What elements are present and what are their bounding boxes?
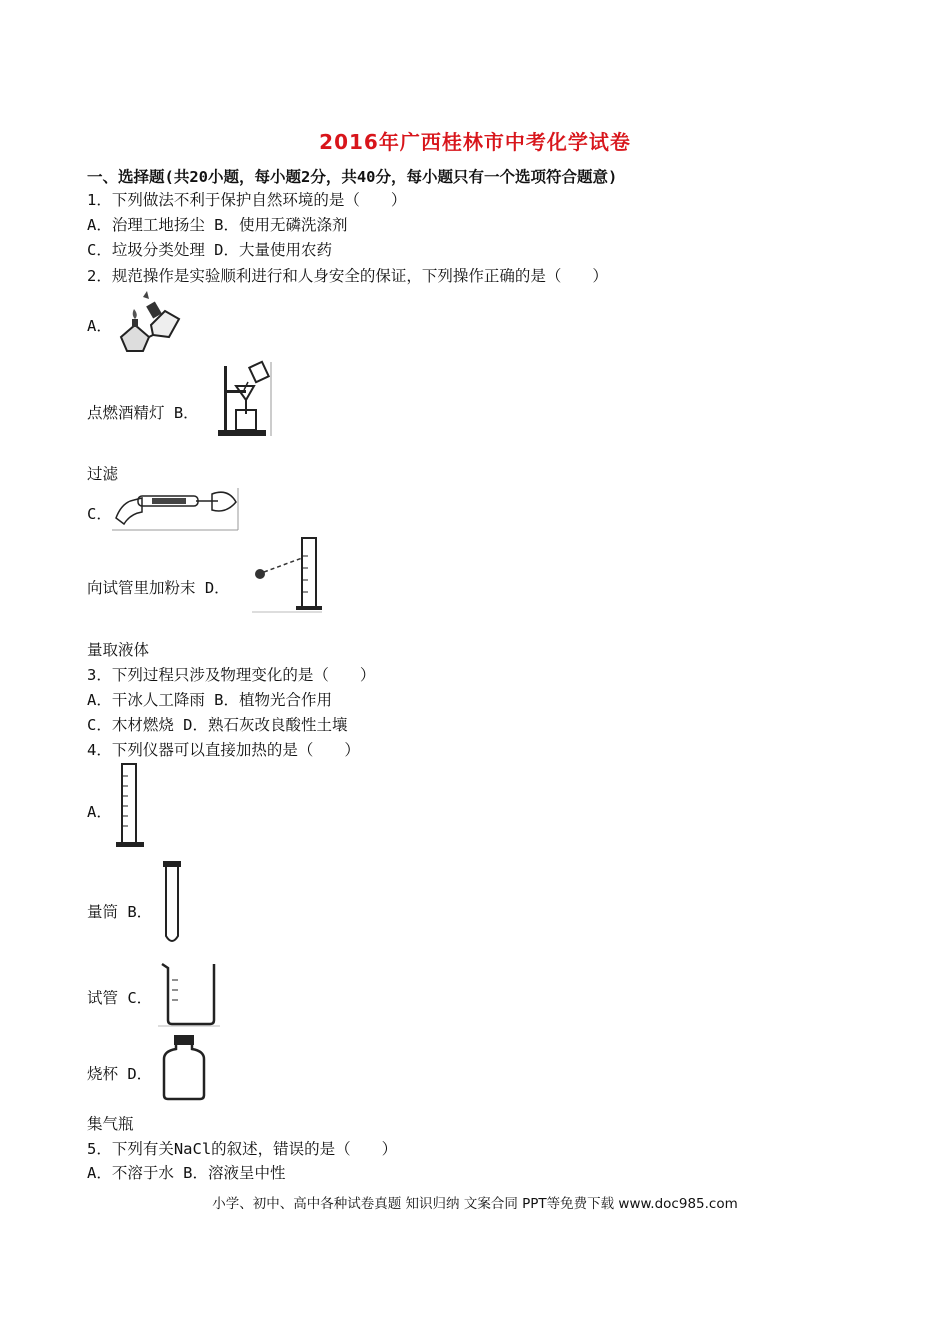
q2-option-d-caption: 量取液体 <box>87 641 150 659</box>
q4-option-b-caption: 试管 C． <box>87 989 153 1007</box>
q1-stem: 1．下列做法不利于保护自然环境的是（ ） <box>87 191 407 209</box>
q4-option-a-label: A． <box>87 803 112 821</box>
q2-option-a-caption: 点燃酒精灯 B． <box>87 404 199 422</box>
beaker-figure <box>158 960 220 1028</box>
q5-options-ab: A．不溶于水 B．溶液呈中性 <box>87 1164 286 1182</box>
page-title: 2016年广西桂林市中考化学试卷 <box>319 130 631 154</box>
section-heading: 一、选择题(共20小题，每小题2分，共40分，每小题只有一个选项符合题意) <box>87 168 618 186</box>
q4-option-d-caption: 集气瓶 <box>87 1115 134 1133</box>
q4-stem: 4．下列仪器可以直接加热的是（ ） <box>87 741 360 759</box>
q2-option-c-label: C． <box>87 505 112 523</box>
q1-options-cd: C．垃圾分类处理 D．大量使用农药 <box>87 241 332 259</box>
q2-option-b-caption: 过滤 <box>87 465 119 483</box>
graduated-cylinder-figure <box>114 762 148 850</box>
measure-liquid-figure <box>250 534 324 614</box>
q1-options-ab: A．治理工地扬尘 B．使用无磷洗涤剂 <box>87 216 348 234</box>
filtration-figure <box>214 360 272 438</box>
test-tube-figure <box>160 860 184 948</box>
q3-stem: 3．下列过程只涉及物理变化的是（ ） <box>87 666 376 684</box>
q3-options-cd: C．木材燃烧 D．熟石灰改良酸性土壤 <box>87 716 348 734</box>
q2-option-c-caption: 向试管里加粉末 D． <box>87 579 230 597</box>
q5-stem: 5．下列有关NaCl的叙述，错误的是（ ） <box>87 1140 398 1158</box>
q4-option-a-caption: 量筒 B． <box>87 903 153 921</box>
q2-stem: 2．规范操作是实验顺利进行和人身安全的保证，下列操作正确的是（ ） <box>87 267 608 285</box>
light-alcohol-lamp-figure <box>113 289 185 355</box>
gas-jar-figure <box>160 1033 208 1103</box>
q2-option-a-label: A． <box>87 317 112 335</box>
q3-options-ab: A．干冰人工降雨 B．植物光合作用 <box>87 691 332 709</box>
q4-option-c-caption: 烧杯 D． <box>87 1065 153 1083</box>
add-powder-figure <box>112 484 240 532</box>
footer-banner: 小学、初中、高中各种试卷真题 知识归纳 文案合同 PPT等免费下载 www.doc985.com <box>212 1196 738 1212</box>
